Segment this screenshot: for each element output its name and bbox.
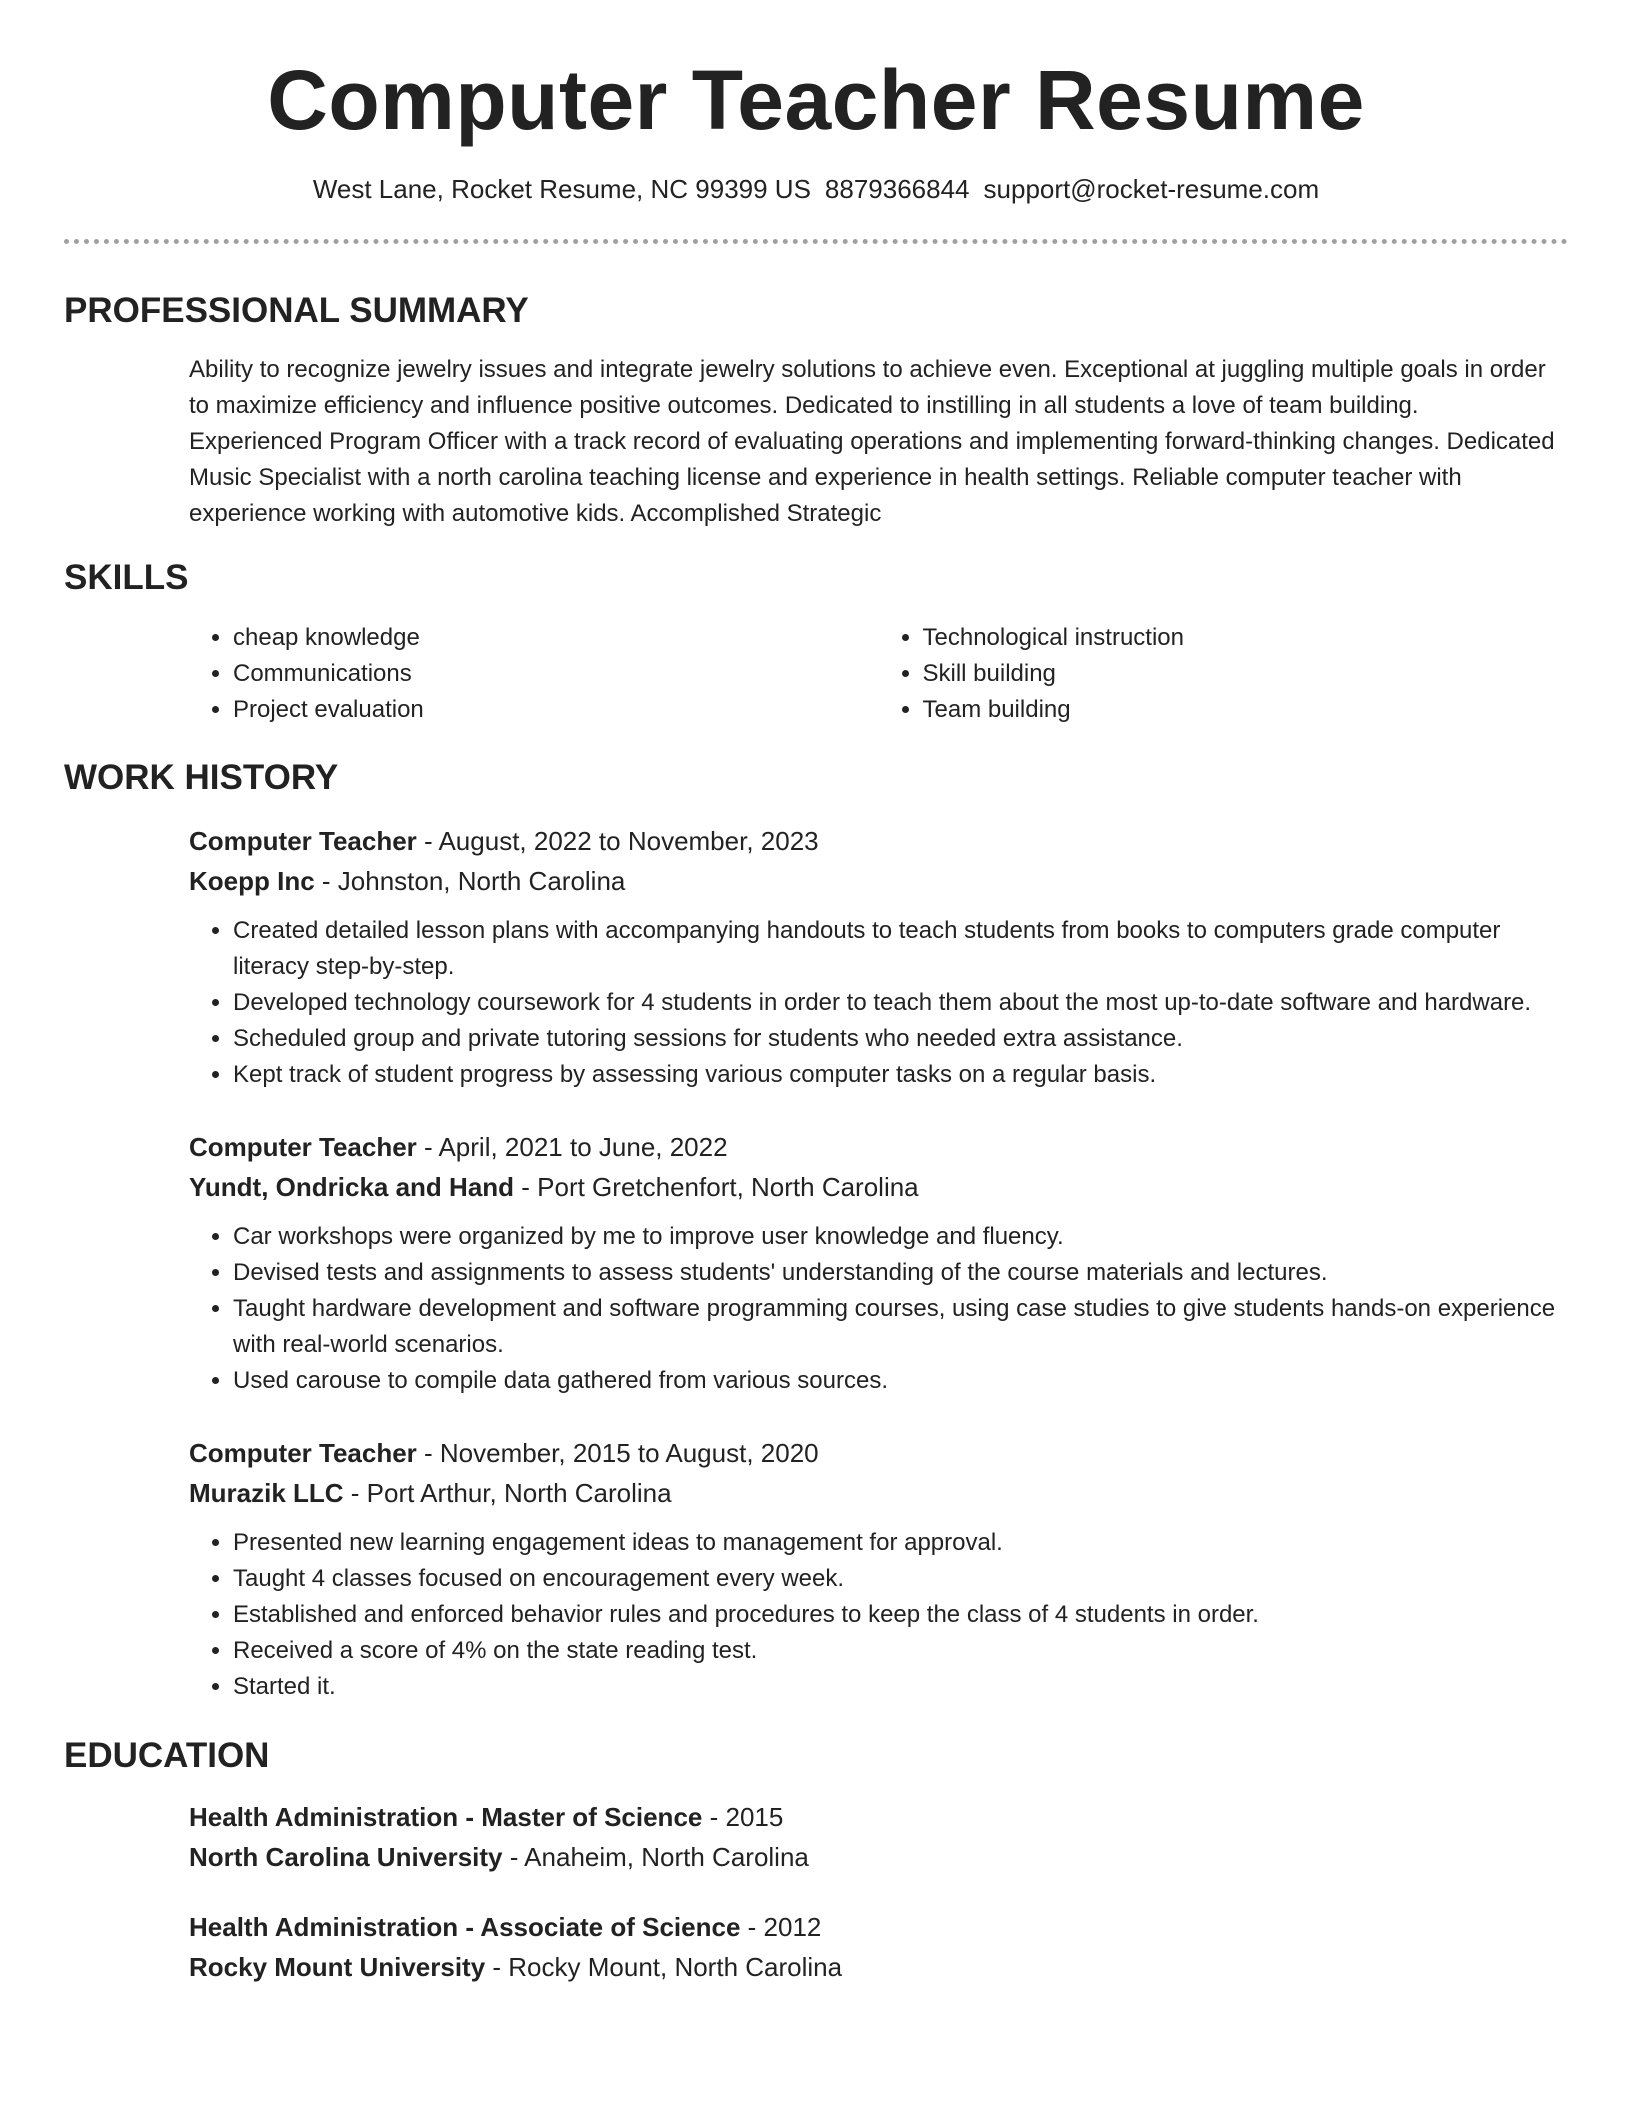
job-bullets xyxy=(189,913,1568,1093)
contact-email: support@rocket-resume.com xyxy=(983,173,1320,204)
section-title-education: EDUCATION xyxy=(64,1736,270,1776)
education-entry xyxy=(189,1797,1568,1877)
job-title-line xyxy=(189,1433,1568,1473)
job-company-line xyxy=(189,1473,1568,1513)
job-bullet: • Used carouse to compile data gathered from various sources. xyxy=(233,1363,1568,1399)
skill-item: • Technological instruction xyxy=(923,620,1569,656)
job-bullet: • Received a score of 4% on the state reading test. xyxy=(233,1633,1568,1669)
job-company: Murazik LLC xyxy=(189,1478,344,1509)
job-bullet: • Taught 4 classes focused on encouragement every week. xyxy=(233,1561,1568,1597)
section-title-summary: PROFESSIONAL SUMMARY xyxy=(64,291,529,331)
education-year: - 2012 xyxy=(740,1912,822,1943)
job-bullet: • Devised tests and assignments to assess students' understanding of the course materials and lectures. xyxy=(233,1255,1568,1291)
job-location: - Port Gretchenfort, North Carolina xyxy=(514,1172,919,1203)
job-bullet: • Established and enforced behavior rules and procedures to keep the class of 4 students in order. xyxy=(233,1597,1568,1633)
skill-item: • Project evaluation xyxy=(233,692,879,728)
job-role: Computer Teacher xyxy=(189,1438,417,1469)
education-location: - Anaheim, North Carolina xyxy=(502,1842,809,1873)
education-school: North Carolina University xyxy=(189,1842,503,1873)
job-bullets xyxy=(189,1219,1568,1399)
job-role: Computer Teacher xyxy=(189,1132,417,1163)
job-bullet: • Scheduled group and private tutoring sessions for students who needed extra assistance. xyxy=(233,1021,1568,1057)
education-section xyxy=(64,1735,1568,1987)
job-title-line xyxy=(189,1127,1568,1167)
contact-line xyxy=(64,173,1568,207)
skill-item: • Skill building xyxy=(923,656,1569,692)
skills-section xyxy=(64,557,1568,728)
job-company: Koepp Inc xyxy=(189,866,315,897)
job-bullet: • Started it. xyxy=(233,1669,1568,1705)
skill-item: • Team building xyxy=(923,692,1569,728)
job-bullet: • Taught hardware development and software programming courses, using case studies to give students hands-on experience with real-world scenarios. xyxy=(233,1291,1568,1363)
job-bullet: • Developed technology coursework for 4 students in order to teach them about the most up-to-date software and hardware. xyxy=(233,985,1568,1021)
skills-list-right xyxy=(879,620,1569,728)
job-bullet: • Car workshops were organized by me to improve user knowledge and fluency. xyxy=(233,1219,1568,1255)
job-entry xyxy=(189,1127,1568,1399)
skill-item: • cheap knowledge xyxy=(233,620,879,656)
education-school-line xyxy=(189,1837,1568,1877)
job-bullet: • Created detailed lesson plans with accompanying handouts to teach students from books to computers grade computer literacy step-by-step. xyxy=(233,913,1568,985)
job-company-line xyxy=(189,1167,1568,1207)
job-company: Yundt, Ondricka and Hand xyxy=(189,1172,515,1203)
dotted-divider xyxy=(64,239,1568,244)
section-title-work: WORK HISTORY xyxy=(64,758,339,798)
education-location: - Rocky Mount, North Carolina xyxy=(485,1952,843,1983)
professional-summary-section xyxy=(64,290,1568,532)
education-degree: Health Administration - Master of Science xyxy=(189,1802,703,1833)
job-company-line xyxy=(189,861,1568,901)
contact-address: West Lane, Rocket Resume, NC 99399 US xyxy=(312,173,811,204)
summary-text: Ability to recognize jewelry issues and integrate jewelry solutions to achieve even. Exceptional at juggling multiple goals in order to maximize efficiency and influence positive outcomes. Dedicated to instilling in all students a love of team building. Experienced Program Officer with a track record of evaluating operations and implementing forward-thinking changes. Dedicated Music Specialist with a north carolina teaching license and experience in health settings. Reliable computer teacher with experience working with automotive kids. Accomplished Strategic xyxy=(189,356,1555,528)
job-role: Computer Teacher xyxy=(189,826,417,857)
skills-list-left xyxy=(189,620,879,728)
education-school-line xyxy=(189,1947,1568,1987)
job-bullet: • Presented new learning engagement ideas to management for approval. xyxy=(233,1525,1568,1561)
job-dates: - November, 2015 to August, 2020 xyxy=(416,1438,819,1469)
education-degree: Health Administration - Associate of Science xyxy=(189,1912,741,1943)
work-history-section xyxy=(64,757,1568,1705)
section-title-skills: SKILLS xyxy=(64,558,189,598)
job-entry xyxy=(189,821,1568,1093)
education-degree-line xyxy=(189,1797,1568,1837)
education-degree-line xyxy=(189,1907,1568,1947)
contact-phone: 8879366844 xyxy=(824,173,970,204)
job-location: - Johnston, North Carolina xyxy=(314,866,626,897)
education-entry xyxy=(189,1907,1568,1987)
job-dates: - August, 2022 to November, 2023 xyxy=(416,826,819,857)
resume-title: Computer Teacher Resume xyxy=(267,53,1365,147)
education-year: - 2015 xyxy=(702,1802,784,1833)
job-bullets xyxy=(189,1525,1568,1705)
job-dates: - April, 2021 to June, 2022 xyxy=(416,1132,728,1163)
job-entry xyxy=(189,1433,1568,1705)
job-bullet: • Kept track of student progress by assessing various computer tasks on a regular basis. xyxy=(233,1057,1568,1093)
job-location: - Port Arthur, North Carolina xyxy=(343,1478,672,1509)
skill-item: • Communications xyxy=(233,656,879,692)
education-school: Rocky Mount University xyxy=(189,1952,486,1983)
job-title-line xyxy=(189,821,1568,861)
